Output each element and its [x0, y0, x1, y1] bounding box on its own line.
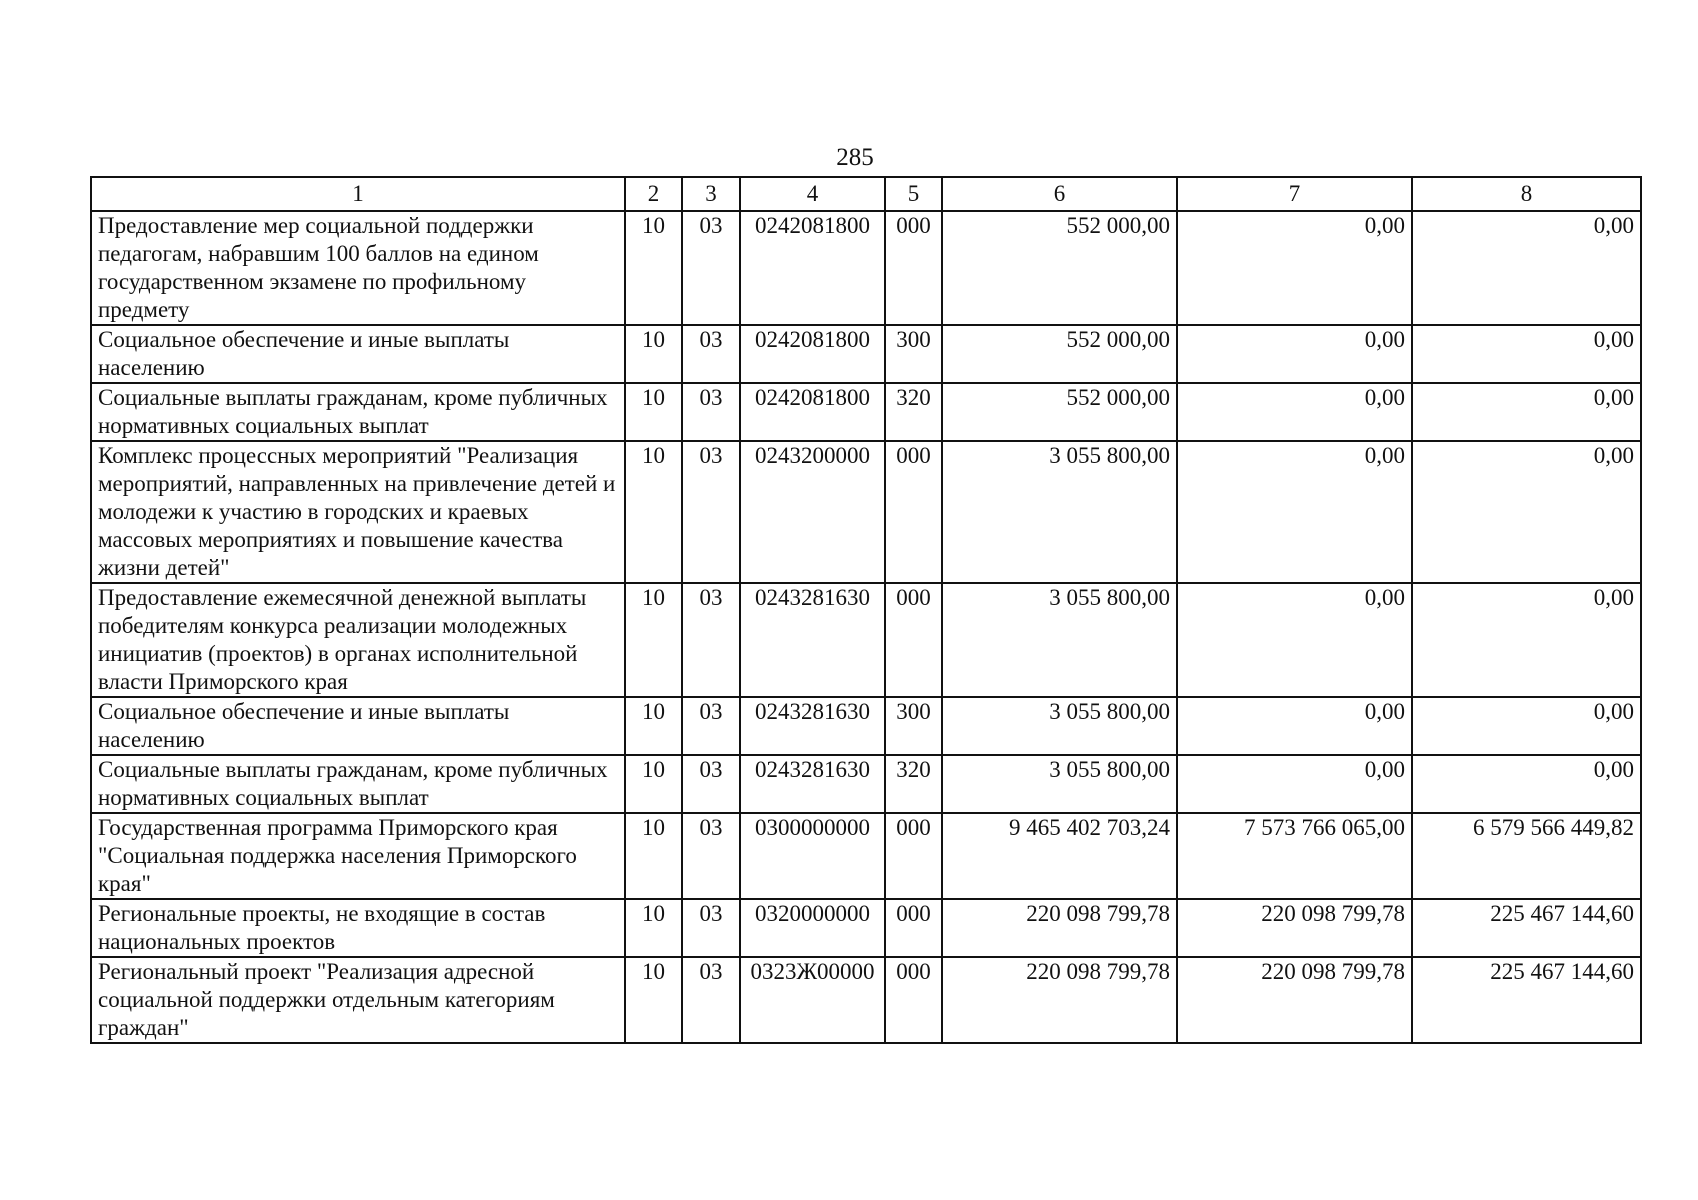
- amount-col7: 220 098 799,78: [1177, 957, 1412, 1043]
- amount-col8: 0,00: [1412, 697, 1641, 755]
- column-header: 4: [740, 177, 885, 211]
- amount-col8: 0,00: [1412, 583, 1641, 697]
- target-article-code: 0320000000: [740, 899, 885, 957]
- expense-type-code: 320: [885, 383, 942, 441]
- table-row: [91, 583, 1641, 697]
- amount-col7: 7 573 766 065,00: [1177, 813, 1412, 899]
- amount-col7: 0,00: [1177, 697, 1412, 755]
- table-row: [91, 325, 1641, 383]
- expense-type-code: 000: [885, 899, 942, 957]
- amount-col6: 552 000,00: [942, 383, 1177, 441]
- target-article-code: 0242081800: [740, 383, 885, 441]
- column-header: 6: [942, 177, 1177, 211]
- amount-col6: 3 055 800,00: [942, 583, 1177, 697]
- amount-col7: 0,00: [1177, 583, 1412, 697]
- expense-type-code: 000: [885, 813, 942, 899]
- column-header: 5: [885, 177, 942, 211]
- amount-col8: 225 467 144,60: [1412, 899, 1641, 957]
- row-name: Социальное обеспечение и иные выплаты населению: [91, 697, 625, 755]
- section-code: 10: [625, 383, 682, 441]
- subsection-code: 03: [682, 899, 740, 957]
- section-code: 10: [625, 325, 682, 383]
- section-code: 10: [625, 813, 682, 899]
- column-header: 2: [625, 177, 682, 211]
- column-header: 8: [1412, 177, 1641, 211]
- amount-col7: 220 098 799,78: [1177, 899, 1412, 957]
- row-name: Социальные выплаты гражданам, кроме публичных нормативных социальных выплат: [91, 383, 625, 441]
- table-row: [91, 957, 1641, 1043]
- table-row: [91, 697, 1641, 755]
- section-code: 10: [625, 583, 682, 697]
- amount-col6: 220 098 799,78: [942, 899, 1177, 957]
- amount-col6: 3 055 800,00: [942, 755, 1177, 813]
- subsection-code: 03: [682, 325, 740, 383]
- amount-col6: 9 465 402 703,24: [942, 813, 1177, 899]
- amount-col8: 0,00: [1412, 383, 1641, 441]
- section-code: 10: [625, 697, 682, 755]
- row-name: Государственная программа Приморского края "Социальная поддержка населения Приморского края": [91, 813, 625, 899]
- section-code: 10: [625, 899, 682, 957]
- amount-col6: 3 055 800,00: [942, 441, 1177, 583]
- subsection-code: 03: [682, 211, 740, 325]
- row-name: Социальные выплаты гражданам, кроме публичных нормативных социальных выплат: [91, 755, 625, 813]
- amount-col6: 3 055 800,00: [942, 697, 1177, 755]
- amount-col8: 0,00: [1412, 441, 1641, 583]
- section-code: 10: [625, 441, 682, 583]
- expense-type-code: 300: [885, 697, 942, 755]
- target-article-code: 0243200000: [740, 441, 885, 583]
- column-header: 3: [682, 177, 740, 211]
- table-header-row: [91, 177, 1641, 211]
- table-row: [91, 441, 1641, 583]
- subsection-code: 03: [682, 383, 740, 441]
- amount-col7: 0,00: [1177, 755, 1412, 813]
- column-header: 1: [91, 177, 625, 211]
- amount-col6: 552 000,00: [942, 325, 1177, 383]
- amount-col8: 6 579 566 449,82: [1412, 813, 1641, 899]
- budget-table: [90, 176, 1642, 1044]
- table-row: [91, 383, 1641, 441]
- subsection-code: 03: [682, 441, 740, 583]
- subsection-code: 03: [682, 813, 740, 899]
- target-article-code: 0242081800: [740, 211, 885, 325]
- row-name: Социальное обеспечение и иные выплаты населению: [91, 325, 625, 383]
- amount-col8: 0,00: [1412, 325, 1641, 383]
- section-code: 10: [625, 755, 682, 813]
- row-name: Региональные проекты, не входящие в состав национальных проектов: [91, 899, 625, 957]
- expense-type-code: 000: [885, 583, 942, 697]
- amount-col8: 0,00: [1412, 211, 1641, 325]
- expense-type-code: 000: [885, 441, 942, 583]
- amount-col7: 0,00: [1177, 441, 1412, 583]
- subsection-code: 03: [682, 957, 740, 1043]
- page-number: 285: [836, 144, 874, 171]
- table-row: [91, 755, 1641, 813]
- amount-col8: 225 467 144,60: [1412, 957, 1641, 1043]
- subsection-code: 03: [682, 697, 740, 755]
- target-article-code: 0242081800: [740, 325, 885, 383]
- row-name: Комплекс процессных мероприятий "Реализация мероприятий, направленных на привлечение детей и молодежи к участию в городских и краевых массовых мероприятиях и повышение качества жизни детей": [91, 441, 625, 583]
- amount-col6: 552 000,00: [942, 211, 1177, 325]
- subsection-code: 03: [682, 755, 740, 813]
- expense-type-code: 000: [885, 957, 942, 1043]
- amount-col8: 0,00: [1412, 755, 1641, 813]
- target-article-code: 0243281630: [740, 583, 885, 697]
- table-row: [91, 211, 1641, 325]
- target-article-code: 0243281630: [740, 697, 885, 755]
- expense-type-code: 300: [885, 325, 942, 383]
- expense-type-code: 000: [885, 211, 942, 325]
- table-row: [91, 899, 1641, 957]
- amount-col6: 220 098 799,78: [942, 957, 1177, 1043]
- expense-type-code: 320: [885, 755, 942, 813]
- amount-col7: 0,00: [1177, 325, 1412, 383]
- section-code: 10: [625, 957, 682, 1043]
- row-name: Предоставление ежемесячной денежной выплаты победителям конкурса реализации молодежных инициатив (проектов) в органах исполнительной власти Приморского края: [91, 583, 625, 697]
- target-article-code: 0243281630: [740, 755, 885, 813]
- target-article-code: 0323Ж00000: [740, 957, 885, 1043]
- column-header: 7: [1177, 177, 1412, 211]
- amount-col7: 0,00: [1177, 383, 1412, 441]
- row-name: Предоставление мер социальной поддержки педагогам, набравшим 100 баллов на едином государственном экзамене по профильному предмету: [91, 211, 625, 325]
- amount-col7: 0,00: [1177, 211, 1412, 325]
- section-code: 10: [625, 211, 682, 325]
- row-name: Региональный проект "Реализация адресной социальной поддержки отдельным категориям граждан": [91, 957, 625, 1043]
- target-article-code: 0300000000: [740, 813, 885, 899]
- subsection-code: 03: [682, 583, 740, 697]
- table-row: [91, 813, 1641, 899]
